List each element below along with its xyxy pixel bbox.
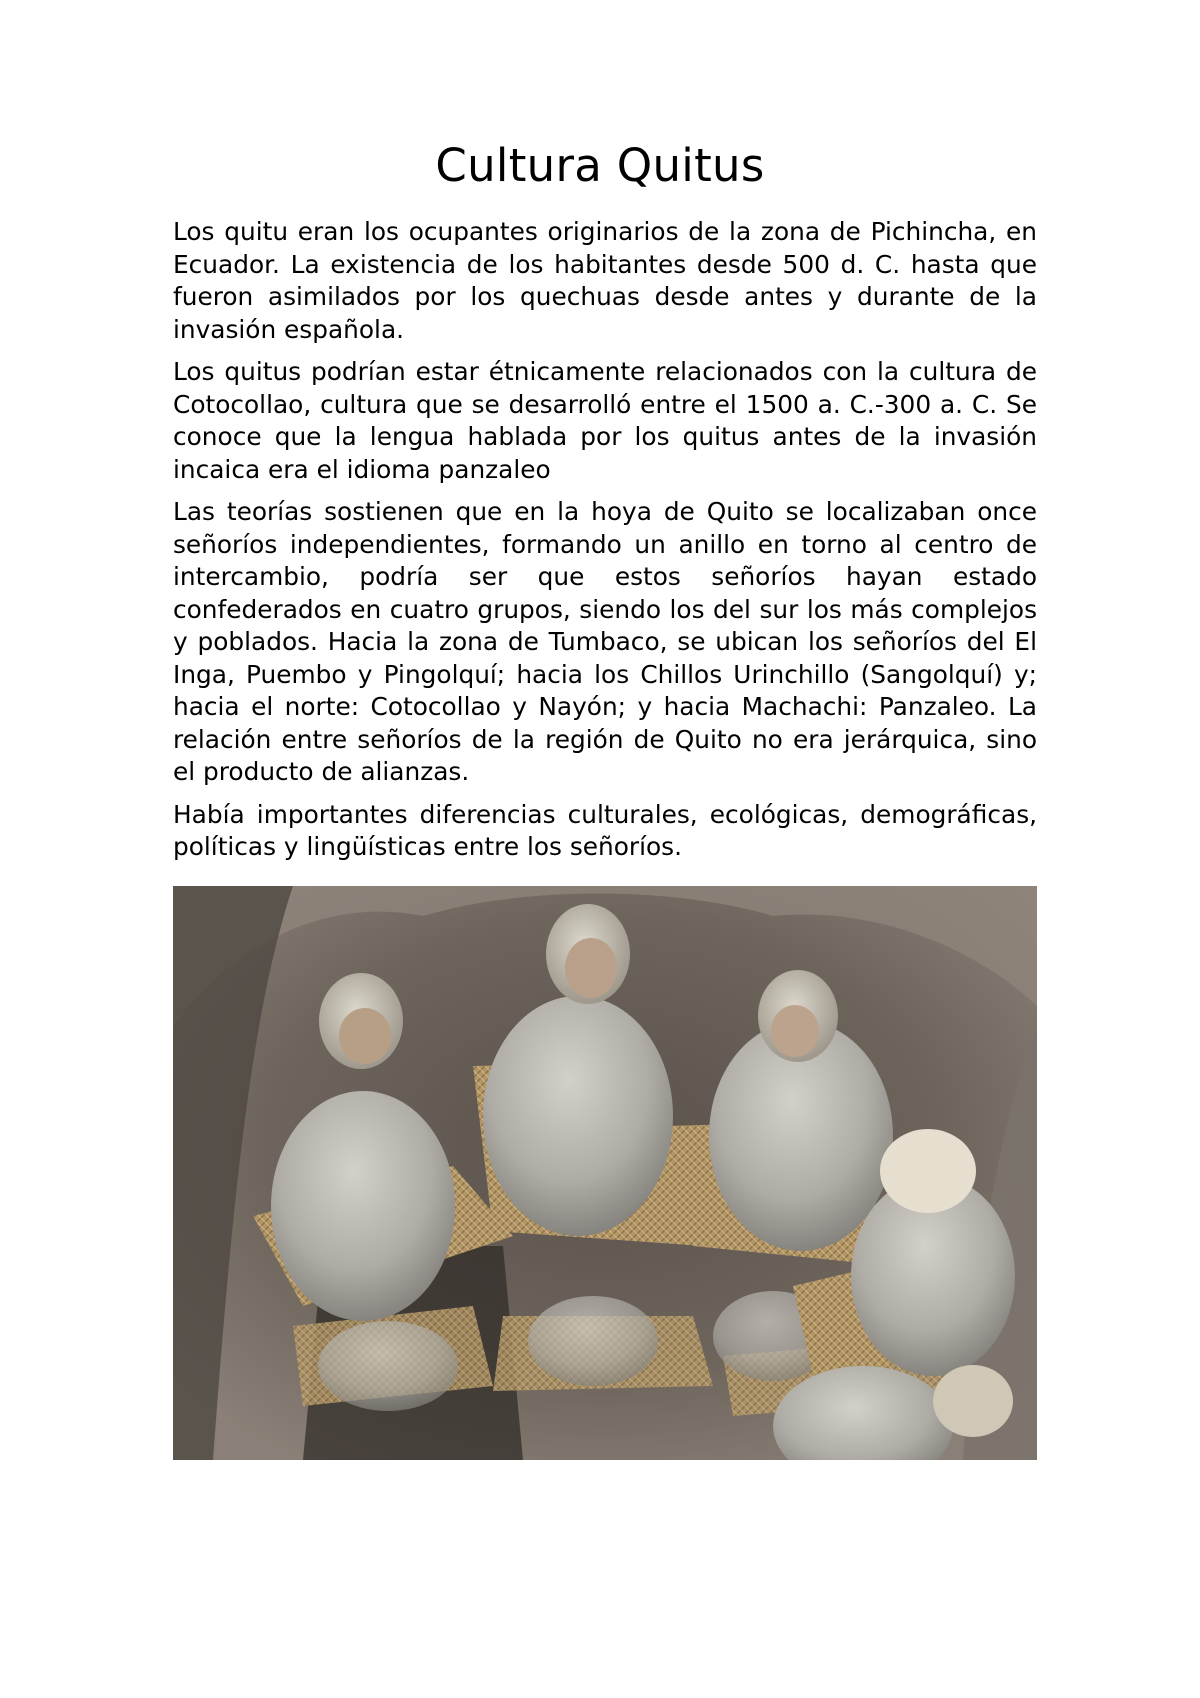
paragraph-4: Había importantes diferencias culturales, ecológicas, demográficas, políticas y lingüísticas entre los señoríos. xyxy=(173,799,1037,861)
burial-photo xyxy=(173,886,1037,1460)
paragraph-1: Los quitu eran los ocupantes originarios de la zona de Pichincha, en Ecuador. La existencia de los habitantes desde 500 d. C. hasta que fueron asimilados por los quechuas desde antes y durante de la invasión española. xyxy=(173,217,1037,344)
paragraph-3: Las teorías sostienen que en la hoya de Quito se localizaban once señoríos independientes, formando un anillo en torno al centro de intercambio, podría ser que estos señoríos hayan estado confederados en cuatro grupos, siendo los del sur los más complejos y poblados. Hacia la zona de Tumbaco, se ubican los señoríos del El Inga, Puembo y Pingolquí; hacia los Chillos Urinchillo (Sangolquí) y; hacia el norte: Cotocollao y Nayón; y hacia Machachi: Panzaleo. La relación entre señoríos de la región de Quito no era jerárquica, sino el producto de alianzas. xyxy=(173,497,1037,786)
document-body xyxy=(173,216,1037,874)
paragraph-2: Los quitus podrían estar étnicamente relacionados con la cultura de Cotocollao, cultura que se desarrolló entre el 1500 a. C.-300 a. C. Se conoce que la lengua hablada por los quitus antes de la invasión incaica era el idioma panzaleo xyxy=(173,357,1037,484)
document-title: Cultura Quitus xyxy=(435,139,765,192)
burial-photo-illustration xyxy=(173,886,1037,1460)
